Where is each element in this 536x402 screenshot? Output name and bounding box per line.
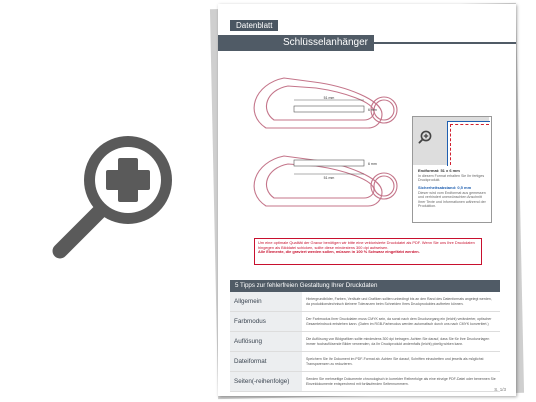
endformat-text: In diesem Format erhalten Sie Ihr fertiges Druckprodukt. <box>418 174 485 183</box>
tip-row <box>230 352 500 372</box>
safety-margin-text: Dieser wird vom Endformat aus gemessen und verhindert unerwünschten Anschnitt Ihrer Texte und Informationen während der Produktion. <box>418 191 486 208</box>
dim-height-2: 6 mm <box>368 162 377 166</box>
warning-bold: Alle Elemente, die graviert werden sollen, müssen in 100 % Schwarz eingefärbt werden. <box>258 249 420 255</box>
dim-length-1: 51 mm <box>323 96 335 100</box>
tip-key: Seiten(-reihenfolge) <box>230 372 302 391</box>
endformat-heading: Endformat: 51 x 6 mm <box>418 168 460 173</box>
dim-length-2: 51 mm <box>323 176 335 180</box>
tip-key: Dateiformat <box>230 352 302 371</box>
tip-row <box>230 312 500 332</box>
tips-section <box>230 280 500 392</box>
tip-key: Allgemein <box>230 292 302 311</box>
keychain-drawing <box>236 70 418 220</box>
detail-zoom-icon[interactable] <box>418 130 432 144</box>
warning-text: Um eine optimale Qualität der Gravur benötigen wir bitte eine vektorisierte Druckdatei als PDF. Wenn Sie uns Ihre Druckdaten hingegen als Bilddatei schicken, sollte diese mindestens 300 dpi aufweisen. <box>258 240 475 250</box>
tip-row <box>230 332 500 352</box>
tip-text: Der Farbmodus Ihrer Druckdaten muss CMYK sein, da sonst nach dem Druckvorgang ein (leicht) veränderter, optischer Gesamteindruck entstehen kann. (Daten im RGB-Farbmodus werden automatisch durch uns nach CMYK konvertiert.) <box>306 317 492 326</box>
zoom-in-icon[interactable] <box>44 126 182 266</box>
format-info-box <box>412 116 492 223</box>
tip-row <box>230 292 500 312</box>
dim-height-1: 6 mm <box>368 108 377 112</box>
tip-text: Hintergrundbilder, Farben, Verläufe und Grafiken sollten unbedingt bis an den Rand des Datenformats angelegt werden, da produktionstechnisch kleinere Toleranzen beim Schneiden Ihres Druckproduktes auftreten können. <box>306 297 492 306</box>
page-title: Schlüsselanhänger <box>218 35 374 51</box>
tips-heading: 5 Tipps zur fehlerfreien Gestaltung Ihrer Druckdaten <box>230 280 500 292</box>
tip-key: Auflösung <box>230 332 302 351</box>
datasheet-tag: Datenblatt <box>230 20 278 31</box>
tip-key: Farbmodus <box>230 312 302 331</box>
tip-text: Senden Sie mehrseitige Dokumente chronologisch in korrekter Reihenfolge als eine einzige PDF-Datei oder benennen Sie Einzeldokumente entsprechend mit fortlaufenden Seitennummern. <box>306 377 496 386</box>
tip-row <box>230 372 500 392</box>
tip-text: Die Auflösung von Bildgrafiken sollte mindestens 300 dpi betragen. Achten Sie darauf, dass Sie für Ihre Druckvorlagen immer hochauflösende Bilder verwenden, da Ihr Druckprodukt andernfalls (leicht) pixelig wirken kann. <box>306 337 490 346</box>
title-rule <box>374 42 516 44</box>
safety-margin-heading: Sicherheitsabstand: 0,5 mm <box>418 185 472 190</box>
engraving-warning <box>254 238 482 265</box>
datasheet-page <box>218 4 516 396</box>
tip-text: Speichern Sie Ihr Dokument im PDF-Format ab. Achten Sie darauf, Schriften einzubetten und jeweils als möglichst Transparenzen zu reduzieren. <box>306 357 484 366</box>
page-number: S. 1/3 <box>494 387 506 392</box>
